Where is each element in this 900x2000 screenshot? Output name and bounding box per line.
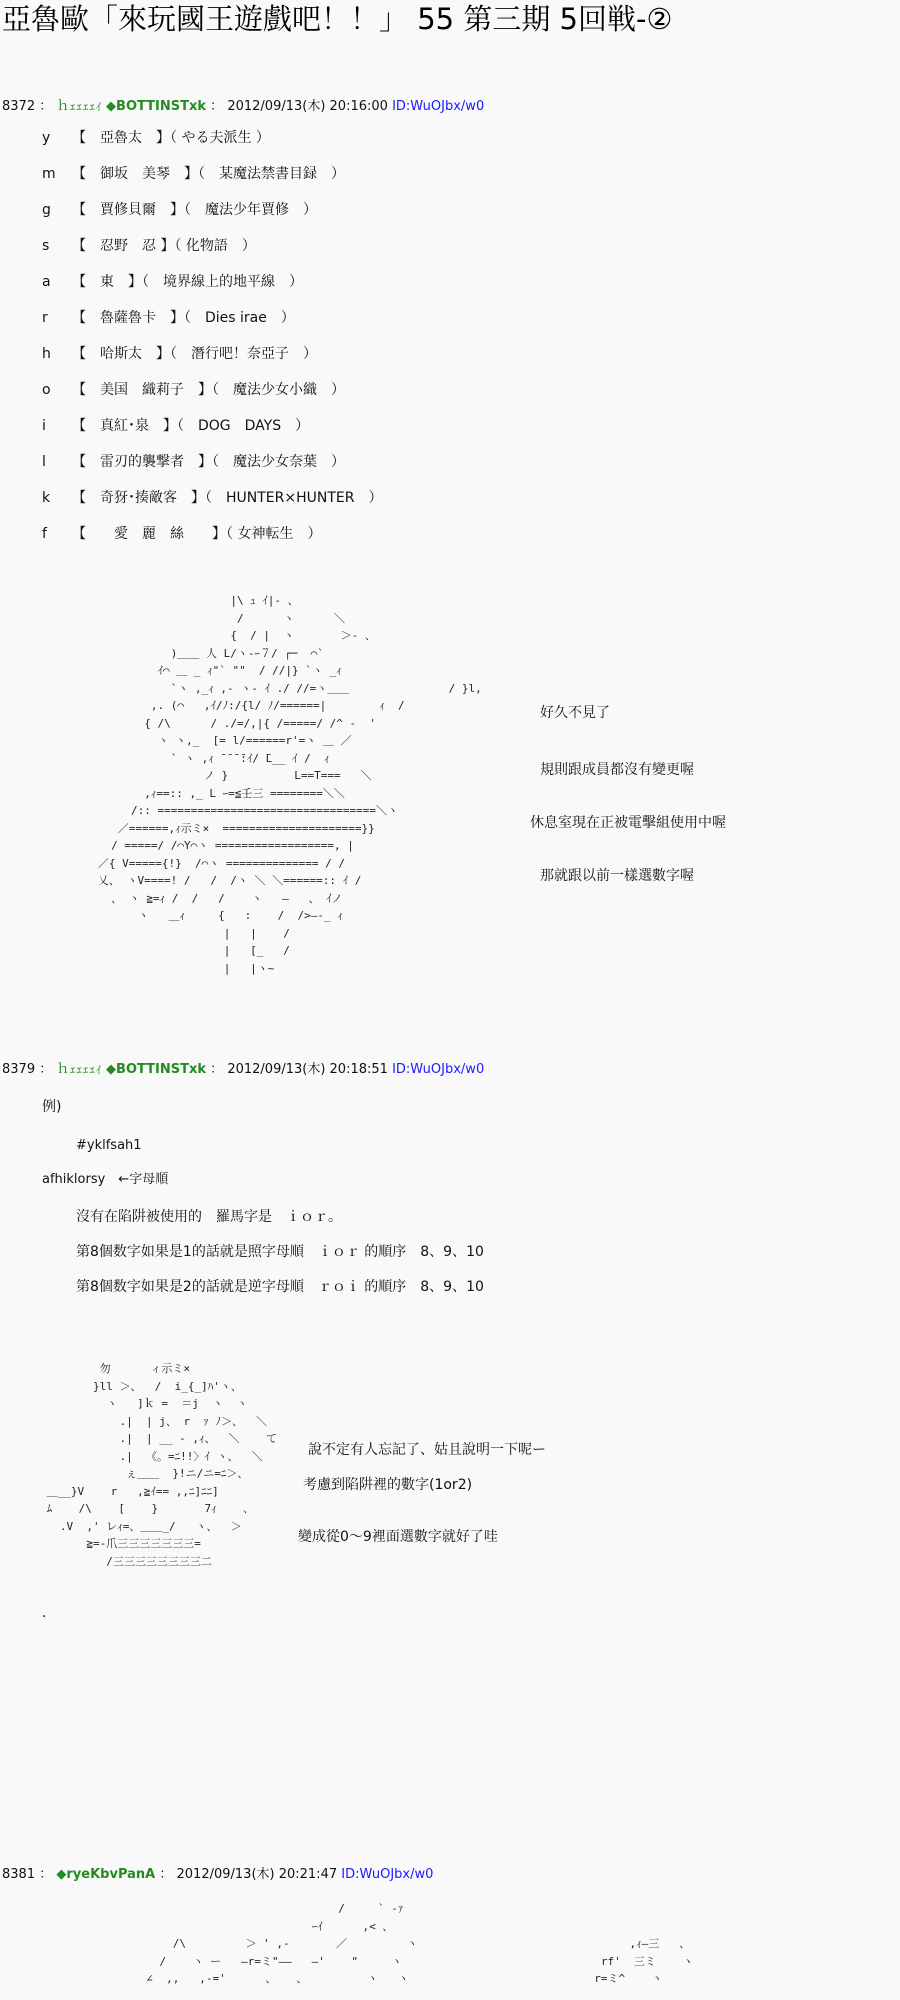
letter: g (42, 202, 51, 218)
list-item (42, 380, 345, 400)
character: 【 忍野 忍 】（ 化物語 ） (72, 238, 256, 254)
separator: ： (39, 99, 53, 114)
separator: ： (159, 1867, 173, 1882)
letter: r (42, 310, 48, 326)
ascii-art-character: 勿 ィ示ミ× }ll ＞、 / i_{_]ﾊ'ヽ、 ヽ ]ｋ = ＝j ヽ ヽ .| | j、 r ｧ ﾉ＞、 ＼ .| | __ - ,ｨ、 ＼ て .| 《。=ﾆ!!〉ｲ ヽ、 ＼ ぇ＿＿ }!ニ/ニ=ﾆ＞、 ＿__}V r ,≧ｲ== ,,ﾆ]ﾆﾆ] ﾑ /\ [ } 7ｨ 、 .V ,' レｨ=、＿＿_/ ヽ、 ＞ ≧=-爪三三三三三三三= /三三三三三三三三二 (46, 1362, 278, 1568)
character: 【 真紅･泉 】（ DOG DAYS ） (72, 418, 310, 434)
post-date: 2012/09/13(木) 20:16:00 (227, 99, 388, 114)
poster-id[interactable]: ID:WuOJbx/w0 (341, 1867, 434, 1882)
letter: y (42, 130, 51, 146)
character: 【 東 】（ 境界線上的地平線 ） (72, 274, 303, 290)
letter: i (42, 418, 46, 434)
list-item (42, 416, 309, 436)
separator: ： (39, 1062, 53, 1077)
post-header (2, 1061, 484, 1079)
list-item (42, 452, 345, 472)
list-item (42, 272, 303, 292)
list-item (42, 200, 317, 220)
character: 【 亞魯太 】（ やる夫派生 ） (72, 130, 270, 146)
list-item (42, 488, 382, 508)
speech-line: 說不定有人忘記了、姑且說明一下呢ー (308, 1442, 546, 1458)
list-item (42, 524, 321, 544)
page-title: 亞魯歐「來玩國王遊戲吧！！」 55 第三期 5回戦-② (2, 2, 673, 36)
speech-line: 好久不見了 (540, 705, 610, 721)
trip-prefix: ｈｪｪｪｪｨ (56, 99, 102, 114)
poster-name[interactable] (56, 99, 206, 114)
body-line: #yklfsah1 (76, 1138, 142, 1153)
letter: h (42, 346, 51, 362)
character: 【 雷刃的襲撃者 】（ 魔法少女奈葉 ） (72, 454, 345, 470)
trip-code: ◆ryeKbvPanA (56, 1867, 156, 1882)
poster-name[interactable] (56, 1062, 206, 1077)
separator: ： (39, 1867, 53, 1882)
speech-line: 休息室現在正被電擊組使用中喔 (530, 815, 726, 831)
body-line: 第8個数字如果是2的話就是逆字母順 ｒｏｉ 的順序 8、9、10 (76, 1279, 484, 1295)
letter: o (42, 382, 51, 398)
post-header (2, 98, 484, 116)
character: 【 奇犽･揍敵客 】（ HUNTER×HUNTER ） (72, 490, 383, 506)
post-number: 8379 (2, 1062, 36, 1077)
post-header (2, 1866, 433, 1884)
character: 【 魯薩魯卡 】（ Dies irae ） (72, 310, 295, 326)
letter: m (42, 166, 56, 182)
list-item (42, 128, 270, 148)
separator: ： (210, 99, 224, 114)
body-line: 第8個数字如果是1的話就是照字母順 ｉｏｒ 的順序 8、9、10 (76, 1244, 484, 1260)
list-item (42, 344, 317, 364)
character: 【 美国 織莉子 】（ 魔法少女小織 ） (72, 382, 345, 398)
body-line: 沒有在陷阱被使用的 羅馬字是 ｉｏｒ。 (76, 1209, 342, 1225)
body-dot: . (42, 1605, 47, 1621)
character: 【 御坂 美琴 】（ 某魔法禁書目録 ） (72, 166, 345, 182)
list-item (42, 308, 295, 328)
body-line: afhiklorsy ←字母順 (42, 1172, 169, 1187)
body-line: 例) (42, 1099, 62, 1115)
post-number: 8372 (2, 99, 36, 114)
poster-name[interactable] (56, 1867, 155, 1882)
letter: s (42, 238, 50, 254)
trip-code: ◆BOTTINSTxk (106, 99, 207, 114)
speech-line: 考慮到陷阱裡的數字(1or2) (303, 1477, 473, 1493)
post-date: 2012/09/13(木) 20:21:47 (176, 1867, 338, 1882)
separator: ： (210, 1062, 224, 1077)
poster-id[interactable]: ID:WuOJbx/w0 (392, 99, 485, 114)
character: 【 賈修貝爾 】（ 魔法少年賈修 ） (72, 202, 317, 218)
list-item (42, 164, 345, 184)
letter: l (42, 454, 46, 470)
list-item (42, 236, 256, 256)
ascii-art-character: |\ ｭ ｲ|‐ 、 / ヽ ＼ { / | ヽ ＞- 、 )＿＿ 人 L/ヽ‐ｰ７/ ┌─ ⌒` ｲ⌒ ＿ _ ｨ"` "" / //|} `ヽ _ｨ `ヽ ,_ｨ ,- ヽ- ｲ ./ //=ヽ＿＿ / }l, ,. (⌒ ,ｲ/ﾉ:/{l/ ﾉ/======| ｨ / { /\ / ./=/,|{ /=====/ /^ - ' ヽ ヽ,_ [= l/======r'=ヽ ＿ ／ ` ヽ ,ｨ ̄ ̄ ̄ ̄:ｲ/ ̄L__ ｲ / ｨ ノ } L==T=== ＼ ,ｨ==:: ,_ L ｰ=≦壬三 ========＼＼ /:: =================================＼ヽ ／======,ｨ示ミ× =====================}} / =====/ /⌒Y⌒ヽ ==================, | ／{ V====={!} /⌒ヽ ============== / / 乂、 ヽV====! / / /ヽ ＼ ＼======:: ｲ / 、 ヽ ≧=ｨ / / / ヽ ― 、 ｲノ ヽ ＿ｨ { : / />―-_ ｨ | | / | [_ / | |ヽ~ (97, 594, 482, 975)
character: 【 哈斯太 】（ 潛行吧！奈亞子 ） (72, 346, 317, 362)
ascii-art-character: / ` -ｧ ｰｲ ,< 、 /\ ＞ ' ,- ／ ヽ ,ｨ―三 、 / ヽ ー ―r=ミ"―― ―' " ヽ rf' 三ミ ヽ ∠ ,, ,-=' 、 、 ヽ ヽ r=ミ^ ヽ (146, 1902, 694, 1985)
poster-id[interactable]: ID:WuOJbx/w0 (392, 1062, 485, 1077)
letter: a (42, 274, 51, 290)
post-number: 8381 (2, 1867, 36, 1882)
character: 【 愛 麗 絲 】（ 女神転生 ） (72, 526, 322, 542)
letter: f (42, 526, 47, 542)
speech-line: 那就跟以前一樣選數字喔 (540, 868, 694, 884)
letter: k (42, 490, 51, 506)
trip-code: ◆BOTTINSTxk (106, 1062, 207, 1077)
speech-line: 變成從0～9裡面選數字就好了哇 (298, 1529, 498, 1545)
post-date: 2012/09/13(木) 20:18:51 (227, 1062, 388, 1077)
trip-prefix: ｈｪｪｪｪｨ (56, 1062, 102, 1077)
speech-line: 規則跟成員都沒有變更喔 (540, 762, 694, 778)
